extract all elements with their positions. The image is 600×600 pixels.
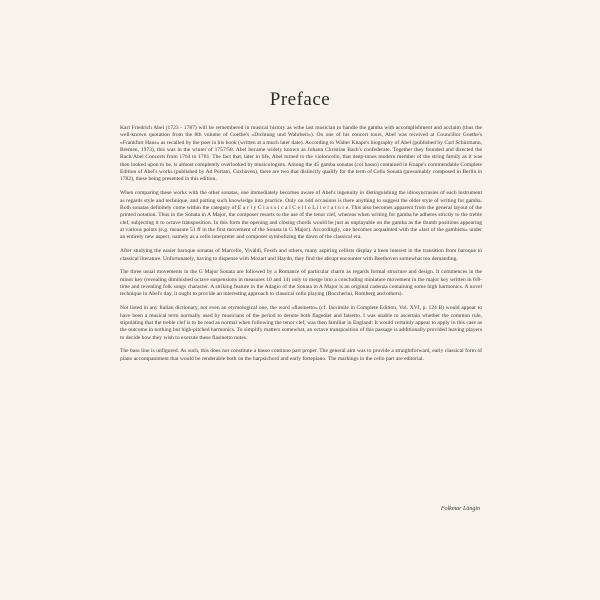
paragraph: Karl Friedrich Abel (1723 - 1787) will be remembered in musical history as wthe last musician to handle the gamba with accomplishment and acclaim (thus the well-known quotation from the 8th volume of Goethe's »Dichtung und Wahrheit«). On one of his concert tours, Abel was received at Councillor Goethe's »Frankfurt Haus« as recalled by the poet in his book (written at a much later date). According to Walter Knape's biography of Abel (published by Carl Schürmann, Bremen, 1973), this was in the winter of 1757/58. Abel became widely known as Johann Christian Bach's confederate. Together they founded and directed the Bach/Abel Concerts from 1764 to 1781. The fact that, later in life, Abel turned to the violoncello, that deep-tones modern member of the string family as it was then looked upon to be, is almost completely overlooked by musicologists. Among the 45 gamba sonatas (col basso) contained in Knape's commendable Complete Edition of Abel's works (published by Ad Portam, Cuxhaven), there are two that distinctly qualify for the term of Cello Sonata (presumably composed in Berlin in 1782), these being presented in this edition.	[120, 125, 482, 183]
paragraph: When comparing these works with the other sonatas, one immediately becomes aware of Abel's ingenuity in distinguishing the idiosyncrasies of each instrument as regards style and technique, and putting such knowledge into practice. Only on odd occasions is there anything to suggest the older style of writing for gamba. Both sonatas definitely come within the category of E a r l y C l a s s i c a l C e l l o L i t e r a t u r e. This also becomes apparent from the general layout of the printed notation. Thus in the Sonata in A Major, the composer resorts to the use of the tenor clef, whereas when writing for gamba he adheres strictly to the treble clef, subjecting it to octave transposition. In this form the opening and closing chords would be just as unplayable on the gamba as the thumb positions appearing at various points (e.g. measure 51 ff in the first movement of the Sonata in G Major). Accordingly, one becomes acquainted with the »last of the gambists« under an entirely new aspect, namely as a cello interpreter and composer symbolizing the dawn of the classical era.	[120, 190, 482, 241]
author-signature: Folkmar Längin	[440, 506, 480, 512]
preface-body	[120, 125, 482, 370]
page-title: Preface	[269, 89, 331, 110]
paragraph: Not listed in any Italian dictionary, not even an etymological one, the word »flasinetto« (cf. facsimile in Complete Edition, Vol. XVI, p. 124 B) would appear to have been a musical term normally used by musicians of the period to denote both flageolet and falsetto. I was unable to ascertain whether the common rule, stipulating that the treble clef is to be read as normal when following the tenor clef, was then familiar in England: It would certainly appear to apply in this case as the outcome in nothing but high-pitched harmonics. To simplify matters somewhat, an octave transposition of this passage is additionally provided leaving players to decide how they wish to execute these flasinetto notes.	[120, 305, 482, 341]
paragraph: After studying the easier baroque sonatas of Marcello, Vivaldi, Fesch and others, many aspiring cellists display a keen interest in the transition from baroque to classical literature. Unfortunately, having to dispense with Mozart and Haydn, they find the abrupt encounter with Beethoven somewhat too demanding.	[120, 248, 482, 262]
paragraph: The three usual movements in the G Major Sonata are followed by a Romance of particular charm as regards formal structure and design. It commences in the minor key (revealing diminished octave suspensions in measures 10 and 14) only to merge into a concluding miniature movement in the major key written in 6/8-time and revealing folk songs character. A striking feature in the Adagio of the Sonata in A Major is an original cadenza containing some high harmonics. A novel technique in Abel's day, it ought to provide an interesting approach to classical cello playing (Boccherini, Romberg and others).	[120, 269, 482, 298]
paragraph: The bass line is unfigured. As such, this does not constitute a basso continuo part proper. The general aim was to provide a straightforward, early classical form of piano accompaniment that would be renderable both on the harpsichord and early fortepiano. The markings in the cello part are editorial.	[120, 348, 482, 362]
